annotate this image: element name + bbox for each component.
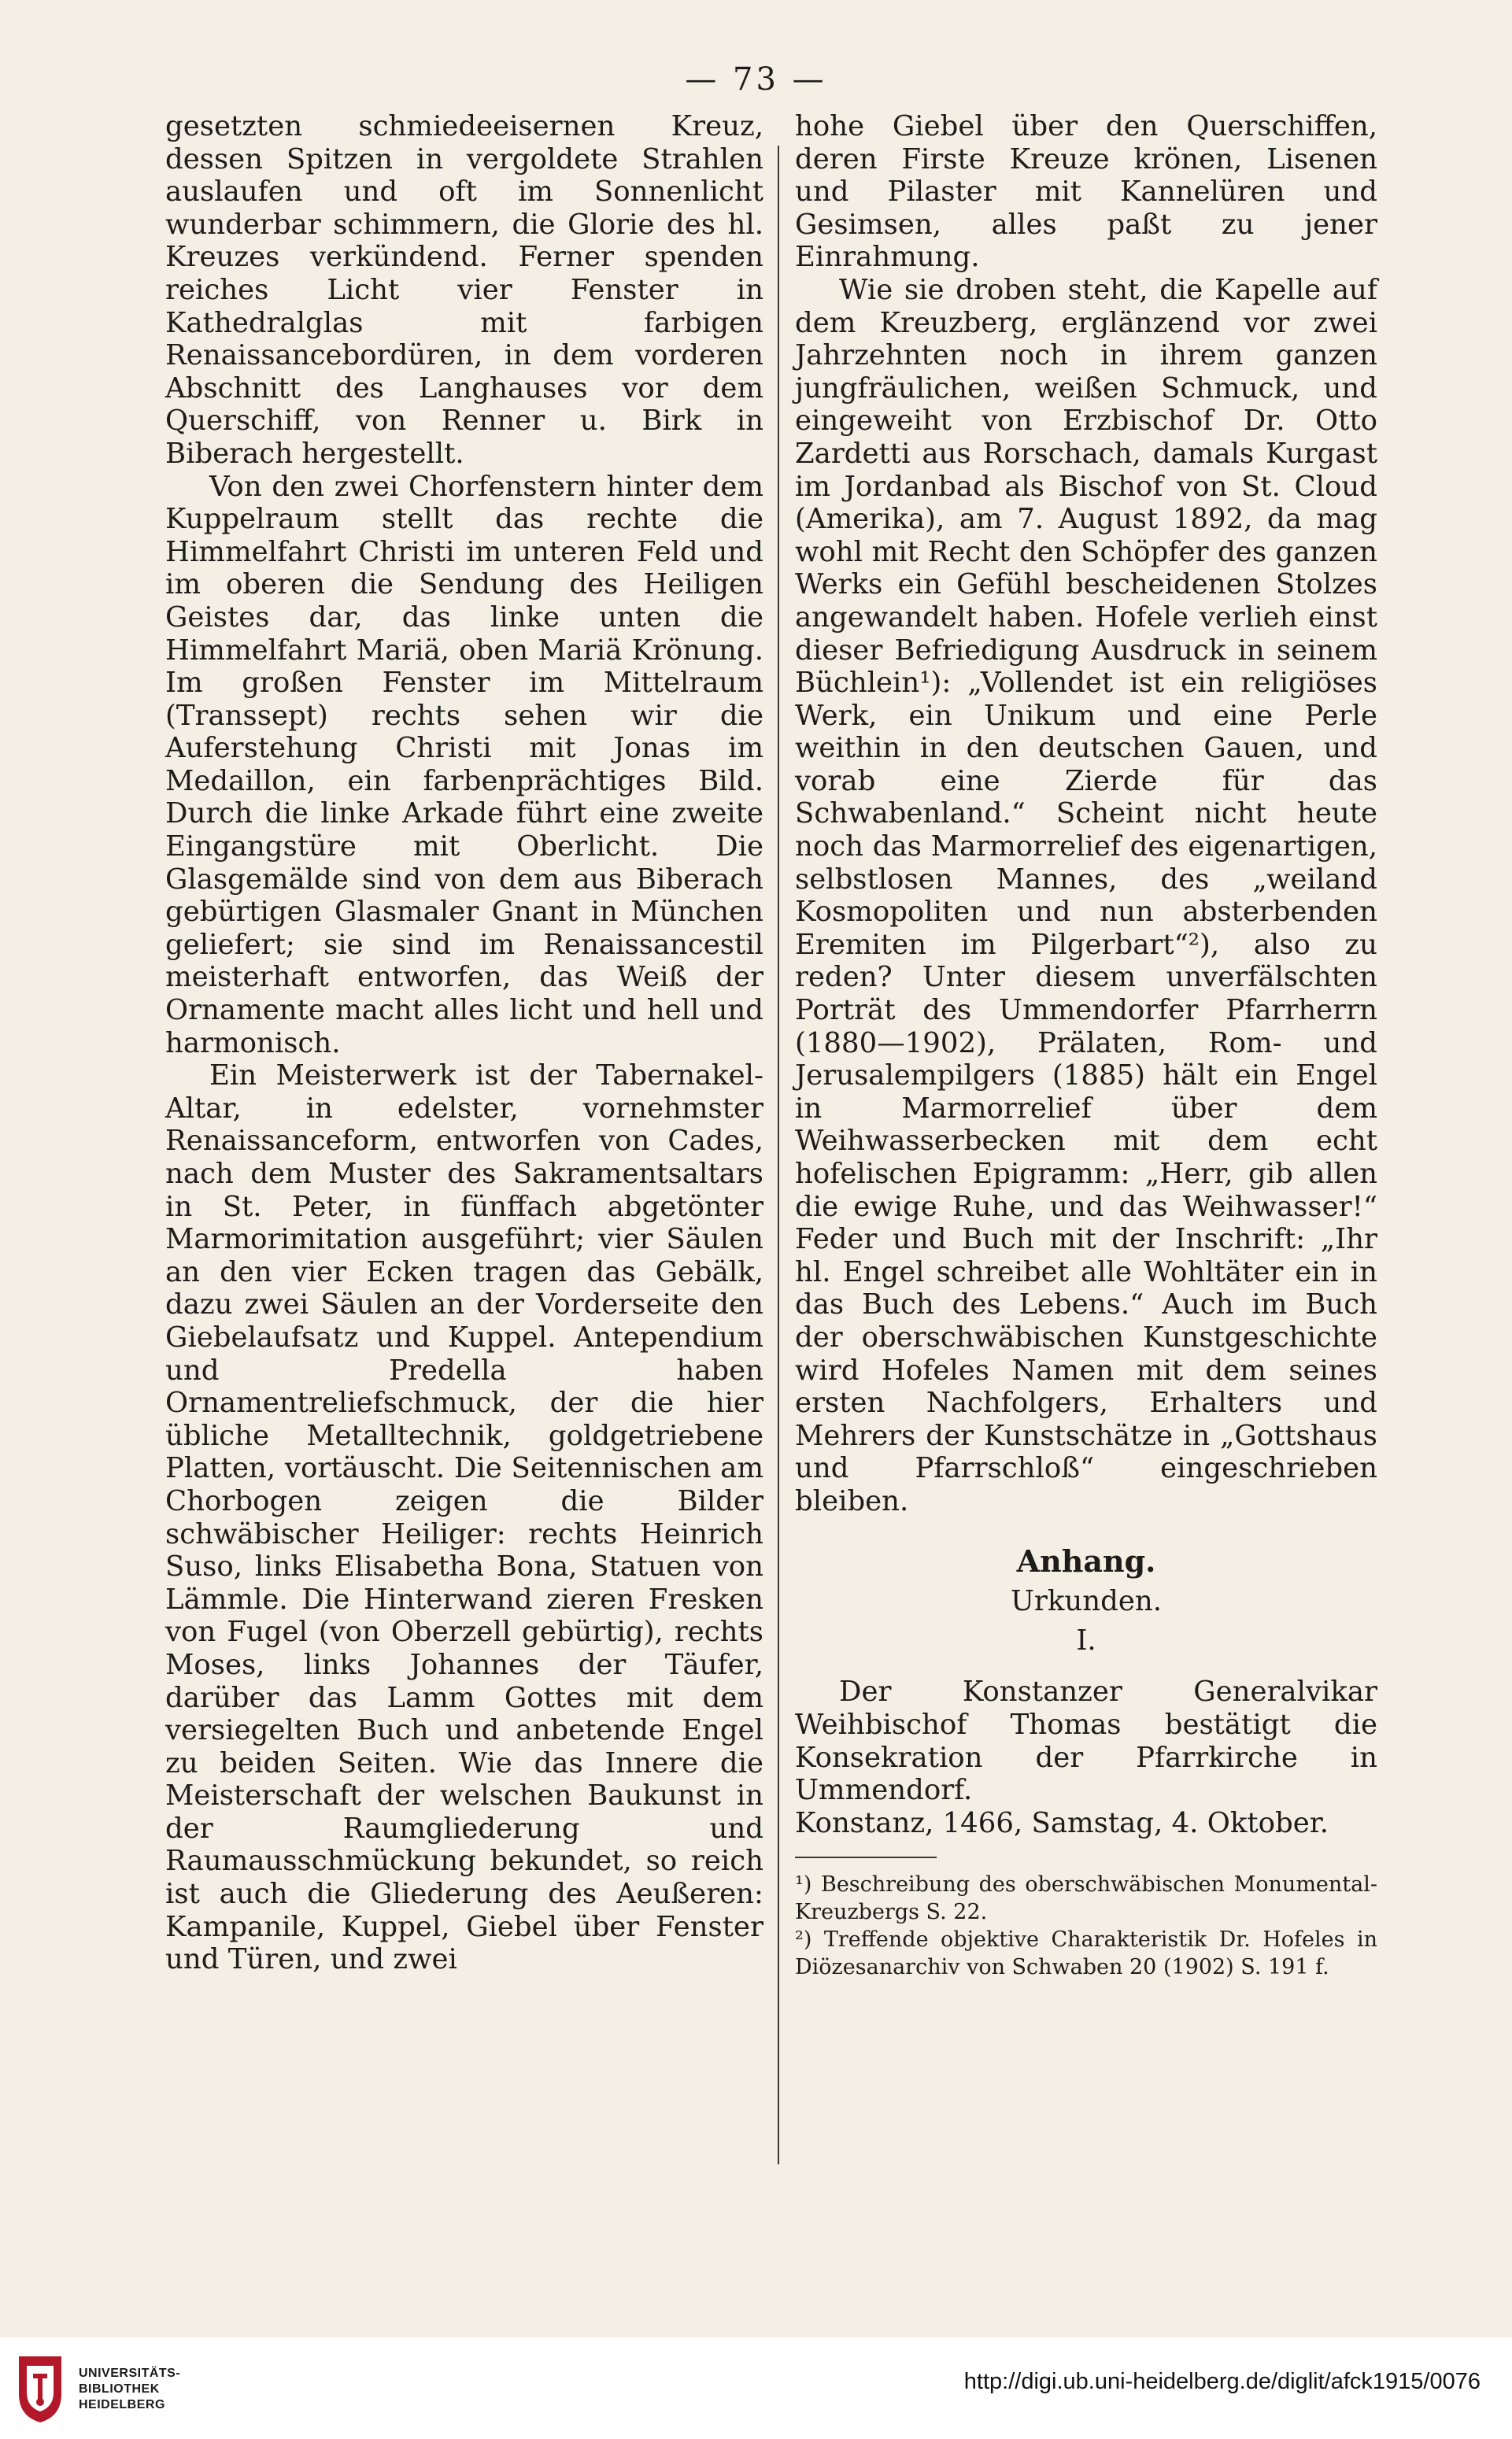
university-library-seal-icon [16, 2353, 65, 2426]
digitization-footer [0, 2337, 1512, 2439]
left-column [165, 110, 763, 1976]
column-divider [778, 146, 779, 2164]
right-column [795, 110, 1377, 1981]
page-number: — 73 — [685, 61, 827, 98]
left-paragraph-2: Von den zwei Chorfenstern hinter dem Kuppelraum stellt das rechte die Himmelfahrt Christi im unteren Feld und im oberen die Sendung des Heiligen Geistes dar, das linke unten die Himmelfahrt Mariä, oben Mariä Krönung. Im großen Fenster im Mittelraum (Transsept) rechts sehen wir die Auferstehung Christi mit Jonas im Medaillon, ein farbenprächtiges Bild. Durch die linke Arkade führt eine zweite Eingangstüre mit Oberlicht. Die Glasgemälde sind von dem aus Biberach gebürtigen Glasmaler Gnant in München geliefert; sie sind im Renaissancestil meisterhaft entworfen, das Weiß der Ornamente macht alles licht und hell und harmonisch. [165, 470, 763, 1059]
appendix-heading: Anhang. [1016, 1543, 1156, 1579]
footnote-2: ²) Treffende objektive Charakteristik Dr. Hofeles in Diözesanarchiv von Schwaben 20 (1902) S. 191 f. [795, 1927, 1377, 1980]
source-url[interactable]: http://digi.ub.uni-heidelberg.de/diglit/afck1915/0076 [963, 2369, 1481, 2394]
appendix-numeral: I. [1076, 1624, 1096, 1657]
right-paragraph-1: hohe Giebel über den Querschiffen, deren Firste Kreuze krönen, Lisenen und Pilaster mit Kannelüren und Gesimsen, alles paßt zu jener Einrahmung. [795, 110, 1377, 274]
library-name [79, 2366, 180, 2413]
footnote-1: ¹) Beschreibung des oberschwäbischen Monumental-Kreuzbergs S. 22. [795, 1872, 1377, 1925]
appendix-place-date: Konstanz, 1466, Samstag, 4. Oktober. [795, 1806, 1329, 1839]
right-paragraph-2: Wie sie droben steht, die Kapelle auf dem Kreuzberg, erglänzend vor zwei Jahrzehnten noch in ihrem ganzen jungfräulichen, weißen Schmuck, und eingeweiht von Erzbischof Dr. Otto Zardetti aus Rorschach, damals Kurgast im Jordanbad als Bischof von St. Cloud (Amerika), am 7. August 1892, da mag wohl mit Recht den Schöpfer des ganzen Werks ein Gefühl bescheidenen Stolzes angewandelt haben. Hofele verlieh einst dieser Befriedigung Ausdruck in seinem Büchlein¹): „Vollendet ist ein religiöses Werk, ein Unikum und eine Perle weithin in den deutschen Gauen, und vorab eine Zierde für das Schwabenland.“ Scheint nicht heute noch das Marmorrelief des eigenartigen, selbstlosen Mannes, des „weiland Kosmopoliten und nun absterbenden Eremiten im Pilgerbart“²), also zu reden? Unter diesem unverfälschten Porträt des Ummendorfer Pfarrherrn (1880—1902), Prälaten, Rom- und Jerusalempilgers (1885) hält ein Engel in Marmorrelief über dem Weihwasserbecken mit dem echt hofelischen Epigramm: „Herr, gib allen die ewige Ruhe, und das Weihwasser!“ Feder und Buch mit der Inschrift: „Ihr hl. Engel schreibet alle Wohltäter ein in das Buch des Lebens.“ Auch im Buch der oberschwäbischen Kunstgeschichte wird Hofeles Namen mit dem seines ersten Nachfolgers, Erhalters und Mehrers der Kunstschätze in „Gottshaus und Pfarrschloß“ eingeschrieben bleiben. [795, 273, 1377, 1517]
library-name-line-1: UNIVERSITÄTS- [79, 2367, 181, 2380]
left-paragraph-1: gesetzten schmiedeeisernen Kreuz, dessen Spitzen in vergoldete Strahlen auslaufen und oft im Sonnenlicht wunderbar schimmern, die Glorie des hl. Kreuzes verkündend. Ferner spenden reiches Licht vier Fenster in Kathedralglas mit farbigen Renaissancebordüren, in dem vorderen Abschnitt des Langhauses vor dem Querschiff, von Renner u. Birk in Biberach hergestellt. [165, 110, 763, 470]
library-name-line-2: BIBLIOTHEK [79, 2382, 160, 2396]
left-paragraph-3: Ein Meisterwerk ist der Tabernakel-Altar, in edelster, vornehmster Renaissanceform, entworfen von Cades, nach dem Muster des Sakramentsaltars in St. Peter, in fünffach abgetönter Marmorimitation ausgeführt; vier Säulen an den vier Ecken tragen das Gebälk, dazu zwei Säulen an der Vorderseite den Giebelaufsatz und Kuppel. Antependium und Predella haben Ornamentreliefschmuck, der die hier übliche Metalltechnik, goldgetriebene Platten, vortäuscht. Die Seitennischen am Chorbogen zeigen die Bilder schwäbischer Heiliger: rechts Heinrich Suso, links Elisabetha Bona, Statuen von Lämmle. Die Hinterwand zieren Fresken von Fugel (von Oberzell gebürtig), rechts Moses, links Johannes der Täufer, darüber das Lamm Gottes mit dem versiegelten Buch und anbetende Engel zu beiden Seiten. Wie das Innere die Meisterschaft der welschen Baukunst in der Raumgliederung und Raumausschmückung bekundet, so reich ist auch die Gliederung des Aeußeren: Kampanile, Kuppel, Giebel über Fenster und Türen, und zwei [165, 1059, 763, 1976]
footnote-divider [795, 1857, 937, 1858]
appendix-paragraph: Der Konstanzer Generalvikar Weihbischof Thomas bestätigt die Konsekration der Pfarrkirche in Ummendorf. [795, 1676, 1377, 1807]
library-name-line-3: HEIDELBERG [79, 2398, 165, 2411]
appendix-subheading: Urkunden. [1010, 1585, 1162, 1618]
